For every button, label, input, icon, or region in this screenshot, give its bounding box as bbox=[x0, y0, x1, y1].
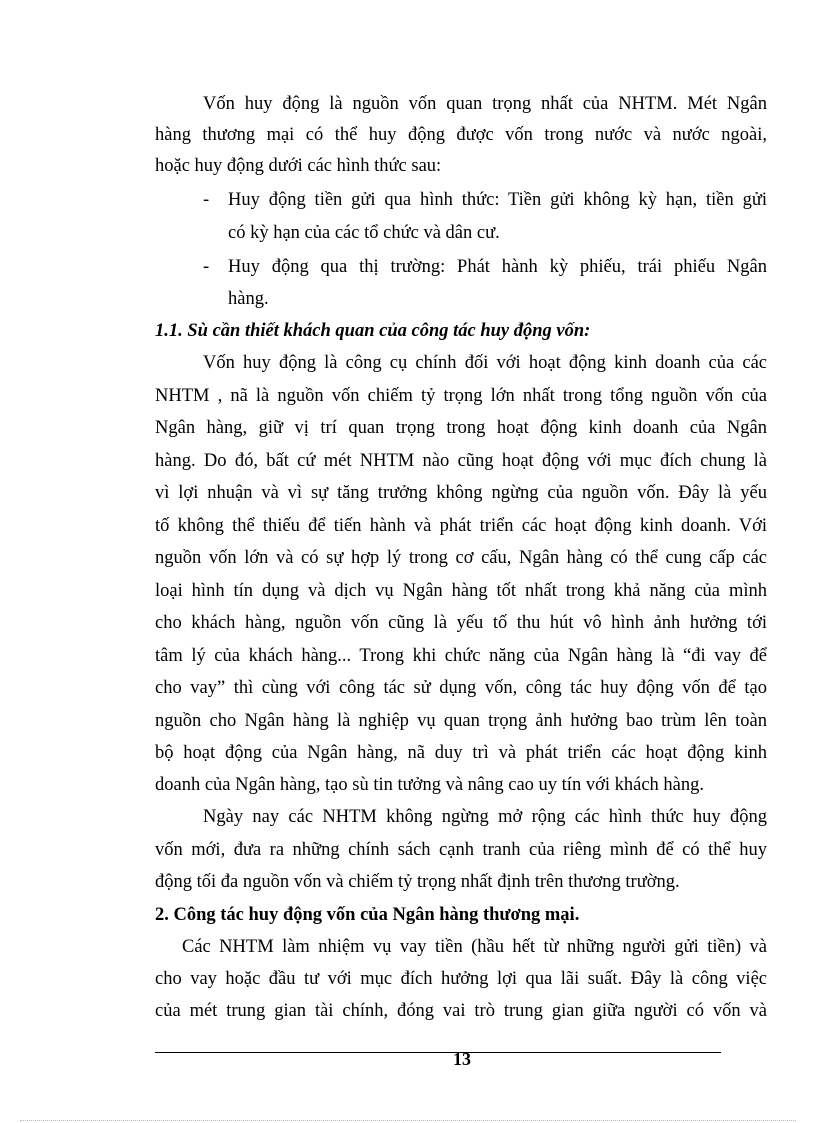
bullet-dash: - bbox=[203, 190, 210, 210]
bullet-line: có kỳ hạn của các tổ chức và dân cư. bbox=[228, 223, 500, 243]
paragraph-line: tố không thể thiếu để tiến hành và phát triển các hoạt động kinh doanh. Với bbox=[155, 516, 767, 536]
paragraph-line: động tối đa nguồn vốn và chiếm tỷ trọng nhất định trên thương trường. bbox=[155, 872, 680, 892]
paragraph-line: cho khách hàng, nguồn vốn cũng là yếu tố thu hút vô hình ảnh hưởng tới bbox=[155, 613, 767, 633]
paragraph-line: Các NHTM làm nhiệm vụ vay tiền (hầu hết từ những người gửi tiền) và bbox=[182, 937, 767, 957]
paragraph-line: vốn mới, đưa ra những chính sách cạnh tranh của riêng mình để có thể huy bbox=[155, 840, 767, 860]
page-number: 13 bbox=[453, 1049, 471, 1069]
paragraph-line: cho vay” thì cùng với công tác sử dụng vốn, công tác huy động vốn để tạo bbox=[155, 678, 767, 698]
bullet-line: Huy động tiền gửi qua hình thức: Tiền gửi không kỳ hạn, tiền gửi bbox=[228, 190, 767, 210]
paragraph-line: tâm lý của khách hàng... Trong khi chức năng của Ngân hàng là “đi vay để bbox=[155, 646, 767, 666]
paragraph-line: Vốn huy động là nguồn vốn quan trọng nhất của NHTM. Mét Ngân bbox=[203, 94, 767, 114]
paragraph-line: doanh của Ngân hàng, tạo sù tin tưởng và nâng cao uy tín với khách hàng. bbox=[155, 775, 705, 795]
paragraph-line: NHTM , nã là nguồn vốn chiếm tỷ trọng lớn nhất trong tổng nguồn vốn của bbox=[155, 386, 767, 406]
paragraph-line: vì lợi nhuận và vì sự tăng trưởng không ngừng của nguồn vốn. Đây là yếu bbox=[155, 483, 767, 503]
paragraph-line: Ngày nay các NHTM không ngừng mở rộng các hình thức huy động bbox=[203, 807, 767, 827]
paragraph-line: cho vay hoặc đầu tư với mục đích hưởng lợi qua lãi suất. Đây là công việc bbox=[155, 969, 767, 989]
paragraph-line: nguồn vốn lớn và có sự hợp lý trong cơ cấu, Ngân hàng có thể cung cấp các bbox=[155, 548, 767, 568]
paragraph-line: Vốn huy động là công cụ chính đối với hoạt động kinh doanh của các bbox=[203, 353, 767, 373]
bullet-line: Huy động qua thị trường: Phát hành kỳ phiếu, trái phiếu Ngân bbox=[228, 257, 767, 277]
section-heading: 2. Công tác huy động vốn của Ngân hàng thương mại. bbox=[155, 905, 580, 925]
paragraph-line: hàng thương mại có thể huy động được vốn trong nước và nước ngoài, bbox=[155, 125, 767, 145]
paragraph-line: nguồn cho Ngân hàng là nghiệp vụ quan trọng ảnh hưởng bao trùm lên toàn bbox=[155, 711, 767, 731]
paragraph-line: của mét trung gian tài chính, đóng vai trò trung gian giữa người có vốn và bbox=[155, 1001, 767, 1021]
paragraph-line: hoặc huy động dưới các hình thức sau: bbox=[155, 156, 442, 176]
bullet-line: hàng. bbox=[228, 289, 269, 309]
paragraph-line: hàng. Do đó, bất cứ mét NHTM nào cũng hoạt động với mục đích chung là bbox=[155, 451, 767, 471]
paragraph-line: loại hình tín dụng và dịch vụ Ngân hàng tốt nhất trong khả năng của mình bbox=[155, 581, 767, 601]
paragraph-line: Ngân hàng, giữ vị trí quan trọng trong hoạt động kinh doanh của Ngân bbox=[155, 418, 767, 438]
section-heading: 1.1. Sù cần thiết khách quan của công tác huy động vốn: bbox=[155, 321, 591, 341]
bullet-dash: - bbox=[203, 257, 210, 277]
paragraph-line: bộ hoạt động của Ngân hàng, nã duy trì và phát triển các hoạt động kinh bbox=[155, 743, 767, 763]
page-bottom-border bbox=[20, 1120, 796, 1121]
